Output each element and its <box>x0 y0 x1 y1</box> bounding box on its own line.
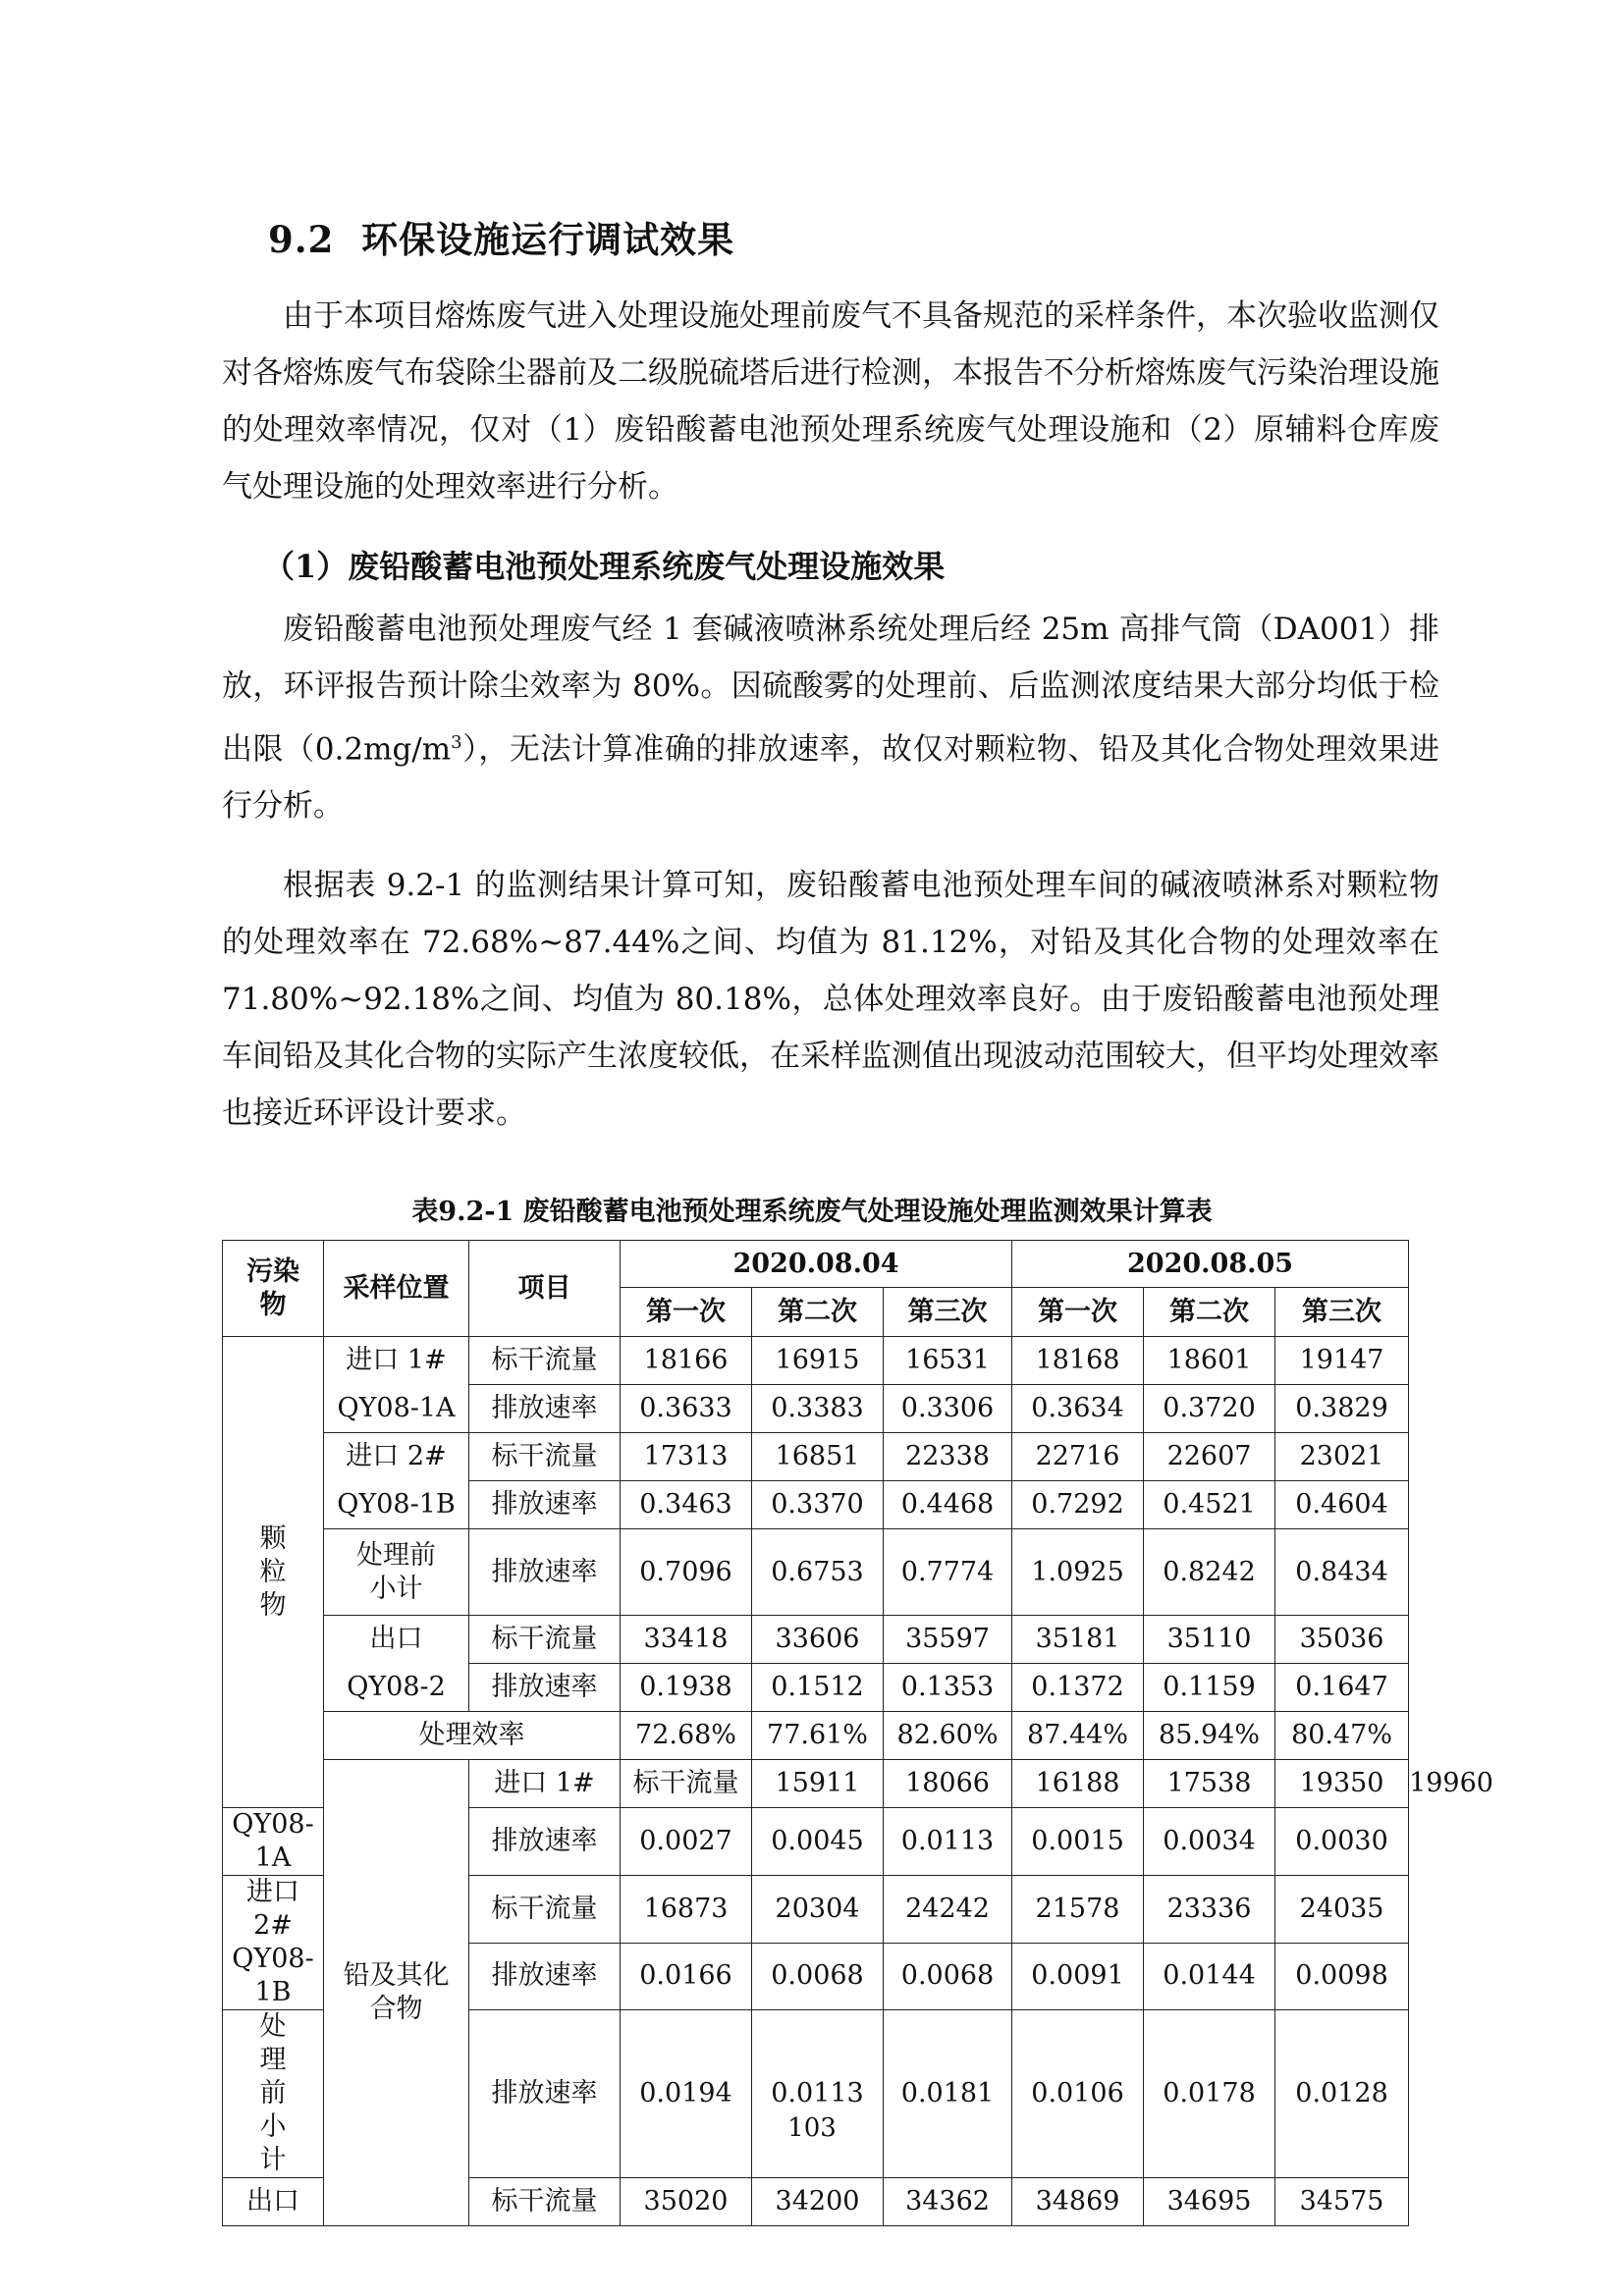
value-cell: 17538 <box>1144 1760 1275 1808</box>
value-cell: 19147 <box>1275 1337 1409 1385</box>
location-cell: 进口 1# <box>324 1337 469 1385</box>
value-cell: 35110 <box>1144 1616 1275 1664</box>
value-cell: 77.61% <box>752 1712 884 1760</box>
value-cell: 24035 <box>1275 1876 1409 1944</box>
value-cell: 0.7292 <box>1012 1481 1144 1529</box>
value-cell: 0.7096 <box>621 1529 752 1616</box>
value-cell: 0.8434 <box>1275 1529 1409 1616</box>
value-cell: 0.4604 <box>1275 1481 1409 1529</box>
header-run: 第一次 <box>621 1288 752 1337</box>
value-cell: 0.3370 <box>752 1481 884 1529</box>
location-code-cell: QY08-1B <box>223 1943 324 2010</box>
header-location: 采样位置 <box>324 1241 469 1337</box>
item-cell: 排放速率 <box>469 2010 621 2178</box>
value-cell: 23021 <box>1275 1433 1409 1481</box>
value-cell: 0.3633 <box>621 1385 752 1433</box>
value-cell: 0.1372 <box>1012 1664 1144 1712</box>
intro-paragraph <box>222 288 1439 515</box>
value-cell: 0.0015 <box>1012 1808 1144 1876</box>
value-cell: 34362 <box>884 2178 1012 2226</box>
value-cell: 0.4468 <box>884 1481 1012 1529</box>
value-cell: 24242 <box>884 1876 1012 1944</box>
value-cell: 0.8242 <box>1144 1529 1275 1616</box>
value-cell: 0.4521 <box>1144 1481 1275 1529</box>
value-cell: 0.0128 <box>1275 2010 1409 2178</box>
section-number: 9.2 <box>268 218 335 261</box>
value-cell: 18166 <box>621 1337 752 1385</box>
value-cell: 0.1159 <box>1144 1664 1275 1712</box>
value-cell: 1.0925 <box>1012 1529 1144 1616</box>
value-cell: 0.0181 <box>884 2010 1012 2178</box>
value-cell: 0.7774 <box>884 1529 1012 1616</box>
value-cell: 18066 <box>884 1760 1012 1808</box>
table-row <box>223 1712 1409 1760</box>
item-cell: 标干流量 <box>621 1760 752 1808</box>
table-row <box>223 1664 1409 1712</box>
value-cell: 16851 <box>752 1433 884 1481</box>
value-cell: 35597 <box>884 1616 1012 1664</box>
location-code-cell: QY08-2 <box>324 1664 469 1712</box>
p1-part-a: 废铅酸蓄电池预处理废气经 1 套碱液喷淋系统处理后经 25m 高排气筒（DA001）排放，环评报告预计除尘效率为 80%。因硫酸雾的处理前、后监测浓度结果大部分均低于检出限（0.2mg/m <box>222 612 1439 768</box>
table-row: 铅及其化合物 进口 1# 标干流量 15911 18066 16188 17538 19350 19960 <box>223 1760 1409 1808</box>
paragraph-1 <box>222 601 1439 834</box>
p1-part-b: ），无法计算准确的排放速率，故仅对颗粒物、铅及其化合物处理效果进行分析。 <box>222 731 1439 825</box>
value-cell: 0.1938 <box>621 1664 752 1712</box>
item-cell: 排放速率 <box>469 1481 621 1529</box>
value-cell: 0.0045 <box>752 1808 884 1876</box>
table-caption: 表9.2-1 废铅酸蓄电池预处理系统废气处理设施处理监测效果计算表 <box>411 1197 1213 1227</box>
value-cell: 87.44% <box>1012 1712 1144 1760</box>
value-cell: 35036 <box>1275 1616 1409 1664</box>
value-cell: 35020 <box>621 2178 752 2226</box>
value-cell: 0.0098 <box>1275 1943 1409 2010</box>
value-cell: 80.47% <box>1275 1712 1409 1760</box>
item-cell: 标干流量 <box>469 1433 621 1481</box>
value-cell: 0.3829 <box>1275 1385 1409 1433</box>
location-cell: 进口 1# <box>469 1760 621 1808</box>
value-cell: 17313 <box>621 1433 752 1481</box>
value-cell: 33606 <box>752 1616 884 1664</box>
value-cell: 16915 <box>752 1337 884 1385</box>
value-cell: 16188 <box>1012 1760 1144 1808</box>
table-row <box>223 1481 1409 1529</box>
value-cell: 34695 <box>1144 2178 1275 2226</box>
intro-text: 由于本项目熔炼废气进入处理设施处理前废气不具备规范的采样条件，本次验收监测仅对各熔炼废气布袋除尘器前及二级脱硫塔后进行检测，本报告不分析熔炼废气污染治理设施的处理效率情况，仅对（1）废铅酸蓄电池预处理系统废气处理设施和（2）原辅料仓库废气处理设施的处理效率进行分析。 <box>222 298 1439 505</box>
value-cell: 34200 <box>752 2178 884 2226</box>
value-cell: 0.0030 <box>1275 1808 1409 1876</box>
pollutant-cell: 铅及其化合物 <box>324 1760 469 2226</box>
value-cell: 0.3634 <box>1012 1385 1144 1433</box>
value-cell: 0.3306 <box>884 1385 1012 1433</box>
value-cell: 33418 <box>621 1616 752 1664</box>
value-cell: 16873 <box>621 1876 752 1944</box>
item-cell: 排放速率 <box>469 1808 621 1876</box>
value-cell: 34869 <box>1012 2178 1144 2226</box>
item-cell: 标干流量 <box>469 1876 621 1944</box>
value-cell: 18601 <box>1144 1337 1275 1385</box>
value-cell: 15911 <box>752 1760 884 1808</box>
subtotal-cell: 处理前小计 <box>324 1529 469 1616</box>
subtotal-cell: 处理前小计 <box>223 2010 324 2178</box>
header-run: 第三次 <box>1275 1288 1409 1337</box>
location-cell: 进口 2# <box>223 1876 324 1944</box>
value-cell: 0.0106 <box>1012 2010 1144 2178</box>
value-cell: 0.0144 <box>1144 1943 1275 2010</box>
value-cell: 0.3383 <box>752 1385 884 1433</box>
value-cell: 22338 <box>884 1433 1012 1481</box>
value-cell: 0.0113 <box>884 1808 1012 1876</box>
efficiency-label-cell: 处理效率 <box>324 1712 621 1760</box>
value-cell: 0.0178 <box>1144 2010 1275 2178</box>
header-row-1 <box>223 1241 1409 1288</box>
value-cell: 82.60% <box>884 1712 1012 1760</box>
table-row <box>223 1529 1409 1616</box>
value-cell: 21578 <box>1012 1876 1144 1944</box>
table-row <box>223 1433 1409 1481</box>
value-cell: 22607 <box>1144 1433 1275 1481</box>
value-cell: 18168 <box>1012 1337 1144 1385</box>
value-cell: 0.0068 <box>752 1943 884 2010</box>
value-cell: 22716 <box>1012 1433 1144 1481</box>
value-cell: 16531 <box>884 1337 1012 1385</box>
location-code-cell: QY08-1A <box>324 1385 469 1433</box>
header-run: 第二次 <box>1144 1288 1275 1337</box>
item-cell: 排放速率 <box>469 1943 621 2010</box>
table-row <box>223 1385 1409 1433</box>
value-cell: 72.68% <box>621 1712 752 1760</box>
value-cell: 0.0027 <box>621 1808 752 1876</box>
value-cell: 0.3720 <box>1144 1385 1275 1433</box>
item-cell: 排放速率 <box>469 1664 621 1712</box>
header-date-1: 2020.08.04 <box>621 1241 1012 1288</box>
value-cell: 0.3463 <box>621 1481 752 1529</box>
pollutant-cell: 颗粒物 <box>223 1337 324 1808</box>
table-row <box>223 1616 1409 1664</box>
superscript: 3 <box>451 732 462 753</box>
value-cell: 0.6753 <box>752 1529 884 1616</box>
value-cell: 0.1512 <box>752 1664 884 1712</box>
header-item: 项目 <box>469 1241 621 1337</box>
item-cell: 标干流量 <box>469 1337 621 1385</box>
section-title: 环保设施运行调试效果 <box>361 218 735 261</box>
table-row <box>223 1337 1409 1385</box>
header-run: 第二次 <box>752 1288 884 1337</box>
header-pollutant: 污染物 <box>223 1241 324 1337</box>
item-cell: 标干流量 <box>469 2178 621 2226</box>
value-cell: 0.0034 <box>1144 1808 1275 1876</box>
value-cell: 0.0113 <box>752 2010 884 2178</box>
value-cell: 0.1647 <box>1275 1664 1409 1712</box>
item-cell: 排放速率 <box>469 1529 621 1616</box>
value-cell: 34575 <box>1275 2178 1409 2226</box>
paragraph-2 <box>222 857 1439 1142</box>
header-date-2: 2020.08.05 <box>1012 1241 1409 1288</box>
location-cell: 出口 <box>324 1616 469 1664</box>
section-heading <box>268 210 734 263</box>
value-cell: 85.94% <box>1144 1712 1275 1760</box>
value-cell: 35181 <box>1012 1616 1144 1664</box>
subsection-heading: （1）废铅酸蓄电池预处理系统废气处理设施效果 <box>263 548 946 585</box>
results-table <box>222 1240 1493 2226</box>
paragraph-2-text: 根据表 9.2-1 的监测结果计算可知，废铅酸蓄电池预处理车间的碱液喷淋系对颗粒物的处理效率在 72.68%~87.44%之间、均值为 81.12%，对铅及其化合物的处理效率在 71.80%~92.18%之间、均值为 80.18%，总体处理效率良好。由于废铅酸蓄电池预处理车间铅及其化合物的实际产生浓度较低，在采样监测值出现波动范围较大，但平均处理效率也接近环评设计要求。 <box>222 868 1439 1131</box>
item-cell: 标干流量 <box>469 1616 621 1664</box>
paragraph-1-text <box>222 601 1439 834</box>
value-cell: 0.1353 <box>884 1664 1012 1712</box>
location-code-cell: QY08-1B <box>324 1481 469 1529</box>
value-cell: 20304 <box>752 1876 884 1944</box>
location-cell: 出口 <box>223 2178 324 2226</box>
location-cell: 进口 2# <box>324 1433 469 1481</box>
value-cell: 19350 <box>1275 1760 1409 1808</box>
value-cell: 0.0091 <box>1012 1943 1144 2010</box>
item-cell: 排放速率 <box>469 1385 621 1433</box>
value-cell: 0.0166 <box>621 1943 752 2010</box>
location-code-cell: QY08-1A <box>223 1808 324 1876</box>
header-run: 第一次 <box>1012 1288 1144 1337</box>
page-number: 103 <box>787 2113 837 2143</box>
value-cell: 0.0068 <box>884 1943 1012 2010</box>
header-run: 第三次 <box>884 1288 1012 1337</box>
value-cell: 0.0194 <box>621 2010 752 2178</box>
value-cell: 23336 <box>1144 1876 1275 1944</box>
